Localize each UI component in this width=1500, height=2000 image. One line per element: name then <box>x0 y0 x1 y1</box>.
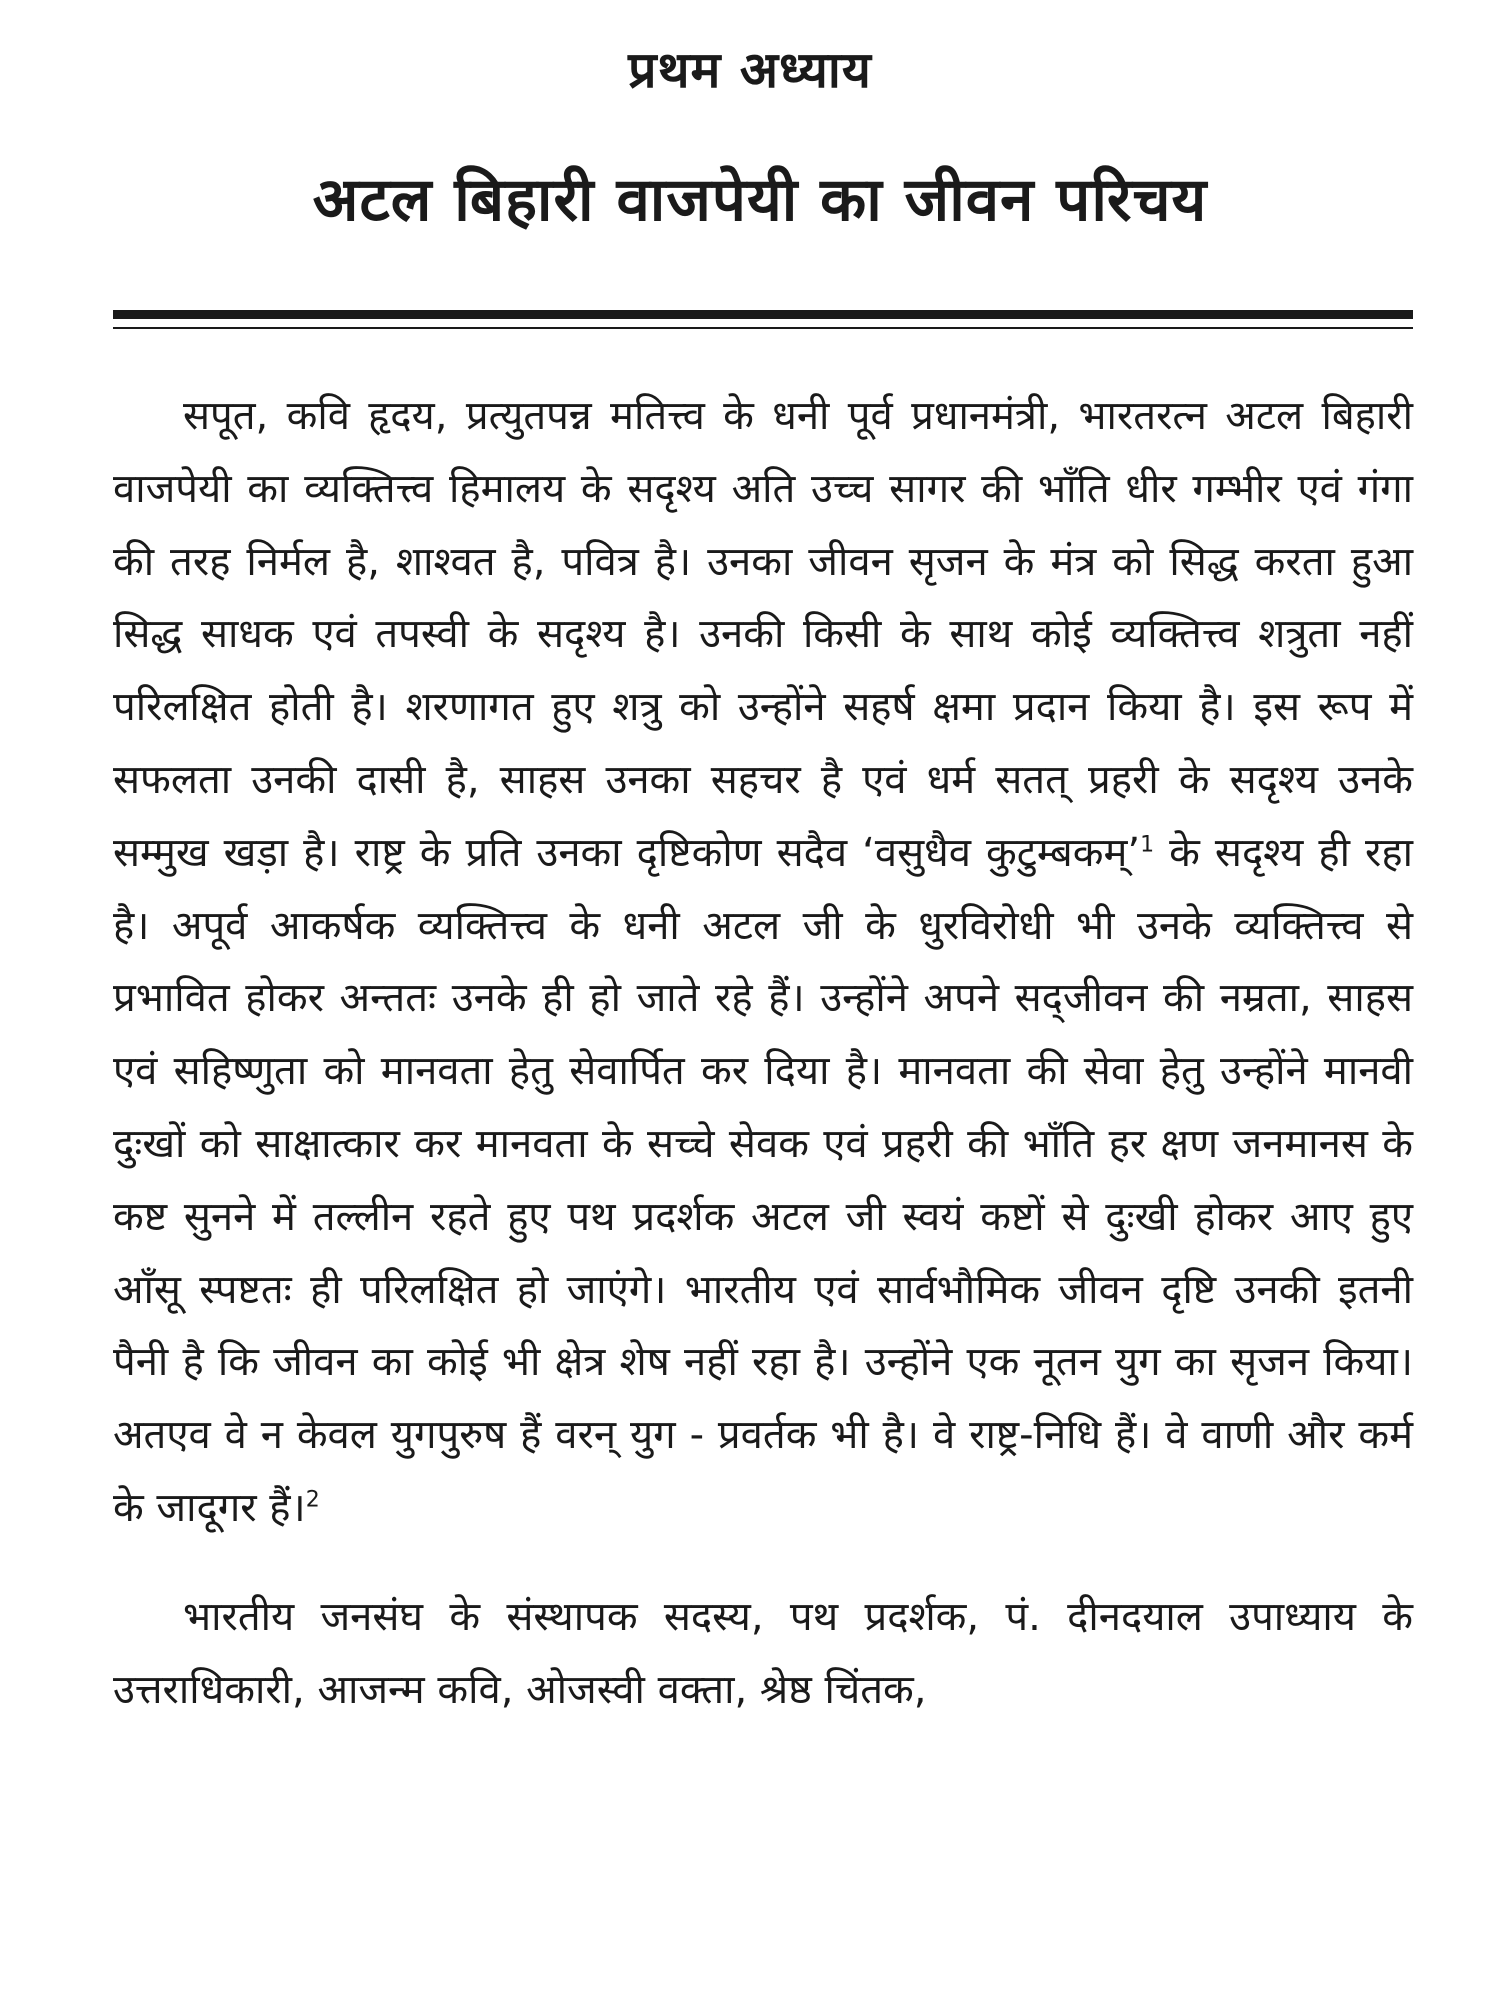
paragraph-2: भारतीय जनसंघ के संस्थापक सदस्य, पथ प्रदर्शक, पं. दीनदयाल उपाध्याय के उत्तराधिकारी, आजन्म कवि, ओजस्वी वक्ता, श्रेष्ठ चिंतक, <box>113 1593 1413 1713</box>
heading-divider-thin <box>113 327 1413 329</box>
heading-divider-thick <box>113 310 1413 319</box>
paragraph-1-text-a: सपूत, कवि हृदय, प्रत्युतपन्न मतित्त्व के धनी पूर्व प्रधानमंत्री, भारतरत्न अटल बिहारी वाजपेयी का व्यक्तित्त्व हिमालय के सदृश्य अति उच्च सागर की भाँति धीर गम्भीर एवं गंगा की तरह निर्मल है, शाश्वत है, पवित्र है। उनका जीवन सृजन के मंत्र को सिद्ध करता हुआ सिद्ध साधक एवं तपस्वी के सदृश्य है। उनकी किसी के साथ कोई व्यक्तित्त्व शत्रुता नहीं परिलक्षित होती है। शरणागत हुए शत्रु को उन्होंने सहर्ष क्षमा प्रदान किया है। इस रूप में सफलता उनकी दासी है, साहस उनका सहचर है एवं धर्म सतत् प्रहरी के सदृश्य उनके सम्मुख खड़ा है। राष्ट्र के प्रति उनका दृष्टिकोण सदैव ‘वसुधैव कुटुम्बकम्’ <box>113 393 1413 876</box>
paragraph-1-text-b: के सदृश्य ही रहा है। अपूर्व आकर्षक व्यक्तित्त्व के धनी अटल जी के धुरविरोधी भी उनके व्यक्तित्त्व से प्रभावित होकर अन्ततः उनके ही हो जाते रहे हैं। उन्होंने अपने सद्‌जीवन की नम्रता, साहस एवं सहिष्णुता को मानवता हेतु सेवार्पित कर दिया है। मानवता की सेवा हेतु उन्होंने मानवी दुःखों को साक्षात्कार कर मानवता के सच्चे सेवक एवं प्रहरी की भाँति हर क्षण जनमानस के कष्ट सुनने में तल्लीन रहते हुए पथ प्रदर्शक अटल जी स्वयं कष्टों से दुःखी होकर आए हुए आँसू स्पष्टतः ही परिलक्षित हो जाएंगे। भारतीय एवं सार्वभौमिक जीवन दृष्टि उनकी इतनी पैनी है कि जीवन का कोई भी क्षेत्र शेष नहीं रहा है। उन्होंने एक नूतन युग का सृजन किया। अतएव वे न केवल युगपुरुष हैं वरन् युग - प्रवर्तक भी है। वे राष्ट्र-निधि हैं। वे वाणी और कर्म के जादूगर हैं। <box>113 829 1413 1531</box>
body-text <box>113 380 1413 1726</box>
paragraph-1 <box>113 380 1413 1545</box>
chapter-number-heading: प्रथम अध्याय <box>628 41 872 99</box>
chapter-title: अटल बिहारी वाजपेयी का जीवन परिचय <box>312 165 1208 235</box>
footnote-marker-2: 2 <box>305 1487 320 1513</box>
footnote-marker-1: 1 <box>1140 832 1155 858</box>
